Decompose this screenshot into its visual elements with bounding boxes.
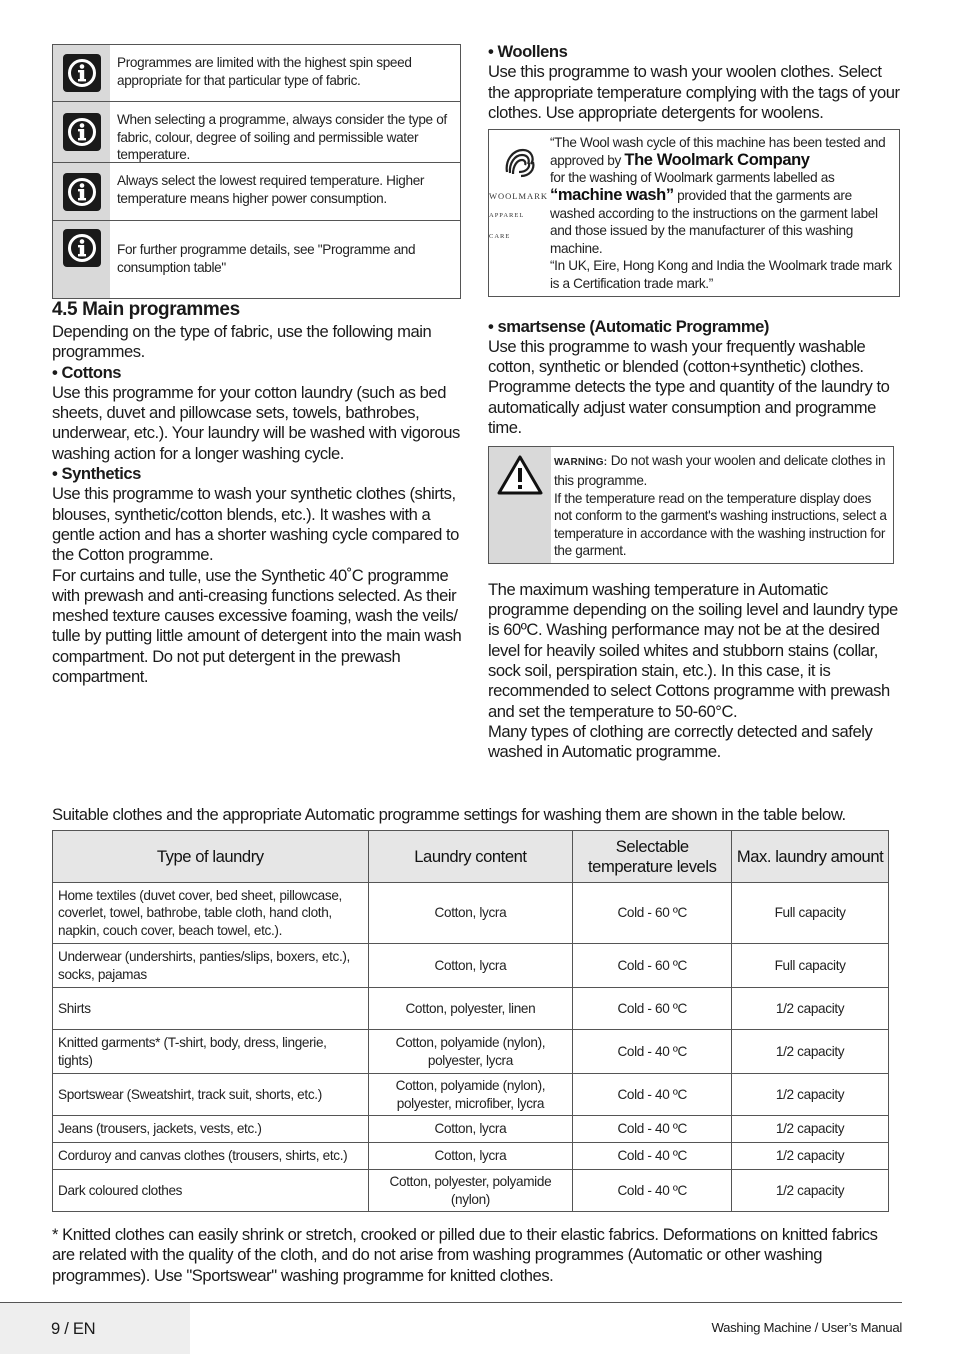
left-column [52, 298, 462, 687]
table-cell: 1/2 capacity [732, 1170, 889, 1212]
table-cell: 1/2 capacity [732, 1030, 889, 1074]
table-row [53, 988, 889, 1030]
page-number: 9 / EN [51, 1318, 96, 1338]
manual-title: Washing Machine / User’s Manual [711, 1320, 902, 1335]
table-cell: Cold - 40 ºC [573, 1116, 732, 1143]
table-cell: Cotton, polyester, polyamide (nylon) [368, 1170, 573, 1212]
column-header: Type of laundry [53, 831, 369, 883]
info-note-text: Programmes are limited with the highest spin speed appropriate for that particular type of fabric. [117, 55, 412, 88]
woollens-text: Use this programme to wash your woolen clothes. Select the appropriate temperature complying with the tags of your clothes. Use appropriate detergents for woolens. [488, 62, 900, 122]
footnote: * Knitted clothes can easily shrink or stretch, crooked or pilled due to their elastic fabrics. Deformations on knitted fabrics are related with the quality of the cloth, and do not arise from washing programmes (Automatic or other washing programmes). Use "Sportswear" washing programme for knitted clothes. [52, 1225, 878, 1285]
synthetics-text: Use this programme to wash your synthetic clothes (shirts, blouses, synthetic/cotton blends, etc.). It washes with a gentle action and has a shorter washing cycle compared to the Cotton programme. [52, 484, 459, 565]
info-note [53, 102, 460, 163]
cottons-heading: • Cottons [52, 362, 122, 382]
table-cell: Cotton, polyamide (nylon), polyester, lycra [368, 1030, 573, 1074]
right-column [488, 42, 900, 763]
section-intro: Depending on the type of fabric, use the following main programmes. [52, 322, 432, 362]
table-cell: Underwear (undershirts, panties/slips, boxers, etc.), socks, pajamas [53, 944, 369, 988]
table-cell: Jeans (trousers, jackets, vests, etc.) [53, 1116, 369, 1143]
table-cell: 1/2 capacity [732, 1074, 889, 1116]
table-intro: Suitable clothes and the appropriate Automatic programme settings for washing them are shown in the table below. [52, 805, 846, 824]
machine-wash-label: “machine wash” [550, 185, 674, 204]
info-note [53, 221, 460, 298]
warning-text: WARNİNG: Do not wash your woolen and delicate clothes in this programme. If the temperature read on the temperature display does not conform to the garment's washing instructions, select a temperature in accordance with the washing instruction for the garment. [554, 453, 887, 559]
table-cell: Home textiles (duvet cover, bed sheet, pillowcase, coverlet, towel, bathrobe, table cloth, hand cloth, napkin, couch cover, beach towel, etc.). [53, 883, 369, 944]
table-row [53, 1170, 889, 1212]
curtains-text: For curtains and tulle, use the Synthetic 40˚C programme with prewash and anti-creasing functions selected. As their meshed texture causes excessive foaming, wash the veils/ tulle by putting little amount of detergent into the main wash compartment. Do not put detergent in the prewash compartment. [52, 565, 462, 687]
table-cell: 1/2 capacity [732, 1116, 889, 1143]
section-title: 4.5 Main programmes [52, 299, 240, 320]
table-row [53, 1116, 889, 1143]
table-cell: Shirts [53, 988, 369, 1030]
table-row [53, 1030, 889, 1074]
table-cell: Dark coloured clothes [53, 1170, 369, 1212]
table-cell: Full capacity [732, 944, 889, 988]
info-icon [63, 113, 101, 151]
woollens-heading: • Woollens [488, 42, 568, 61]
table-cell: Cotton, lycra [368, 944, 573, 988]
table-cell: Cold - 60 ºC [573, 988, 732, 1030]
table-cell: Knitted garments* (T-shirt, body, dress, lingerie, tights) [53, 1030, 369, 1074]
info-note [53, 45, 460, 102]
woolmark-wordmark: WOOLMARK [489, 191, 548, 202]
info-notes-box [52, 44, 461, 299]
table-cell: Cotton, lycra [368, 1143, 573, 1170]
page-number-block [0, 1303, 190, 1354]
synthetics-heading: • Synthetics [52, 464, 141, 484]
table-cell: 1/2 capacity [732, 1143, 889, 1170]
automatic-detect-paragraph: Many types of clothing are correctly detected and safely washed in Automatic programme. [488, 721, 873, 762]
table-cell: Cold - 40 ºC [573, 1074, 732, 1116]
info-note-text: For further programme details, see "Programme and consumption table" [117, 242, 416, 275]
smartsense-text: Use this programme to wash your frequently washable cotton, synthetic or blended (cotton+synthetic) clothes. Programme detects the type and quantity of the laundry to automatically adjust water consumption and programme time. [488, 336, 890, 438]
info-icon [63, 229, 101, 267]
woolmark-box [488, 129, 900, 296]
table-cell: Full capacity [732, 883, 889, 944]
table-row [53, 1143, 889, 1170]
warning-icon [495, 453, 545, 497]
woolmark-icon [499, 142, 539, 182]
automatic-programme-table [52, 830, 889, 1212]
woolmark-statement: “The Wool wash cycle of this machine has been tested and approved by The Woolmark Company for the washing of Woolmark garments labelled as “machine wash” provided that the garments are washed according to the instructions on the garment label and those issued by the manufacturer of this washing machine. “In UK, Eire, Hong Kong and India the Woolmark trade mark is a Certification trade mark.” [550, 135, 892, 291]
table-cell: 1/2 capacity [732, 988, 889, 1030]
table-header-row [53, 831, 889, 883]
info-note-text: When selecting a programme, always consider the type of fabric, colour, degree of soiling and permissible water temperature. [117, 112, 447, 162]
table-cell: Cotton, lycra [368, 1116, 573, 1143]
automatic-temp-paragraph: The maximum washing temperature in Automatic programme depending on the soiling level and laundry type is 60ºC. Washing performance may not be at the desired level for heavily soiled whites and stubborn stains (collar, sock soil, perspiration stain, etc.). In this case, it is recommended to select Cottons programme with prewash and set the temperature to 50-60°C. [488, 579, 898, 721]
table-cell: Cold - 40 ºC [573, 1030, 732, 1074]
table-cell: Cotton, polyester, linen [368, 988, 573, 1030]
warning-box [488, 446, 894, 564]
woolmark-logo [489, 130, 548, 295]
cottons-text: Use this programme for your cotton laundry (such as bed sheets, duvet and pillowcase sets, towels, bathrobes, underwear, etc.). Your laundry will be washed with vigorous washing action for a longer washing cycle. [52, 382, 460, 463]
column-header: Selectable temperature levels [573, 831, 732, 883]
column-header: Laundry content [368, 831, 573, 883]
table-row [53, 1074, 889, 1116]
table-cell: Cotton, lycra [368, 883, 573, 944]
table-row [53, 944, 889, 988]
info-icon [63, 54, 101, 92]
warning-label: WARNİNG: [554, 457, 608, 469]
table-cell: Cold - 40 ºC [573, 1143, 732, 1170]
info-note [53, 163, 460, 221]
table-cell: Cotton, polyamide (nylon), polyester, microfiber, lycra [368, 1074, 573, 1116]
table-cell: Cold - 60 ºC [573, 883, 732, 944]
table-cell: Cold - 60 ºC [573, 944, 732, 988]
woolmark-company: The Woolmark Company [624, 150, 810, 169]
table-cell: Sportswear (Sweatshirt, track suit, shorts, etc.) [53, 1074, 369, 1116]
table-cell: Corduroy and canvas clothes (trousers, shirts, etc.) [53, 1143, 369, 1170]
column-header: Max. laundry amount [732, 831, 889, 883]
table-row [53, 883, 889, 944]
woolmark-tagline: APPAREL CARE [489, 212, 525, 240]
info-note-text: Always select the lowest required temperature. Higher temperature means higher power consumption. [117, 173, 425, 206]
table-cell: Cold - 40 ºC [573, 1170, 732, 1212]
smartsense-heading: • smartsense (Automatic Programme) [488, 316, 769, 336]
info-icon [63, 173, 101, 211]
